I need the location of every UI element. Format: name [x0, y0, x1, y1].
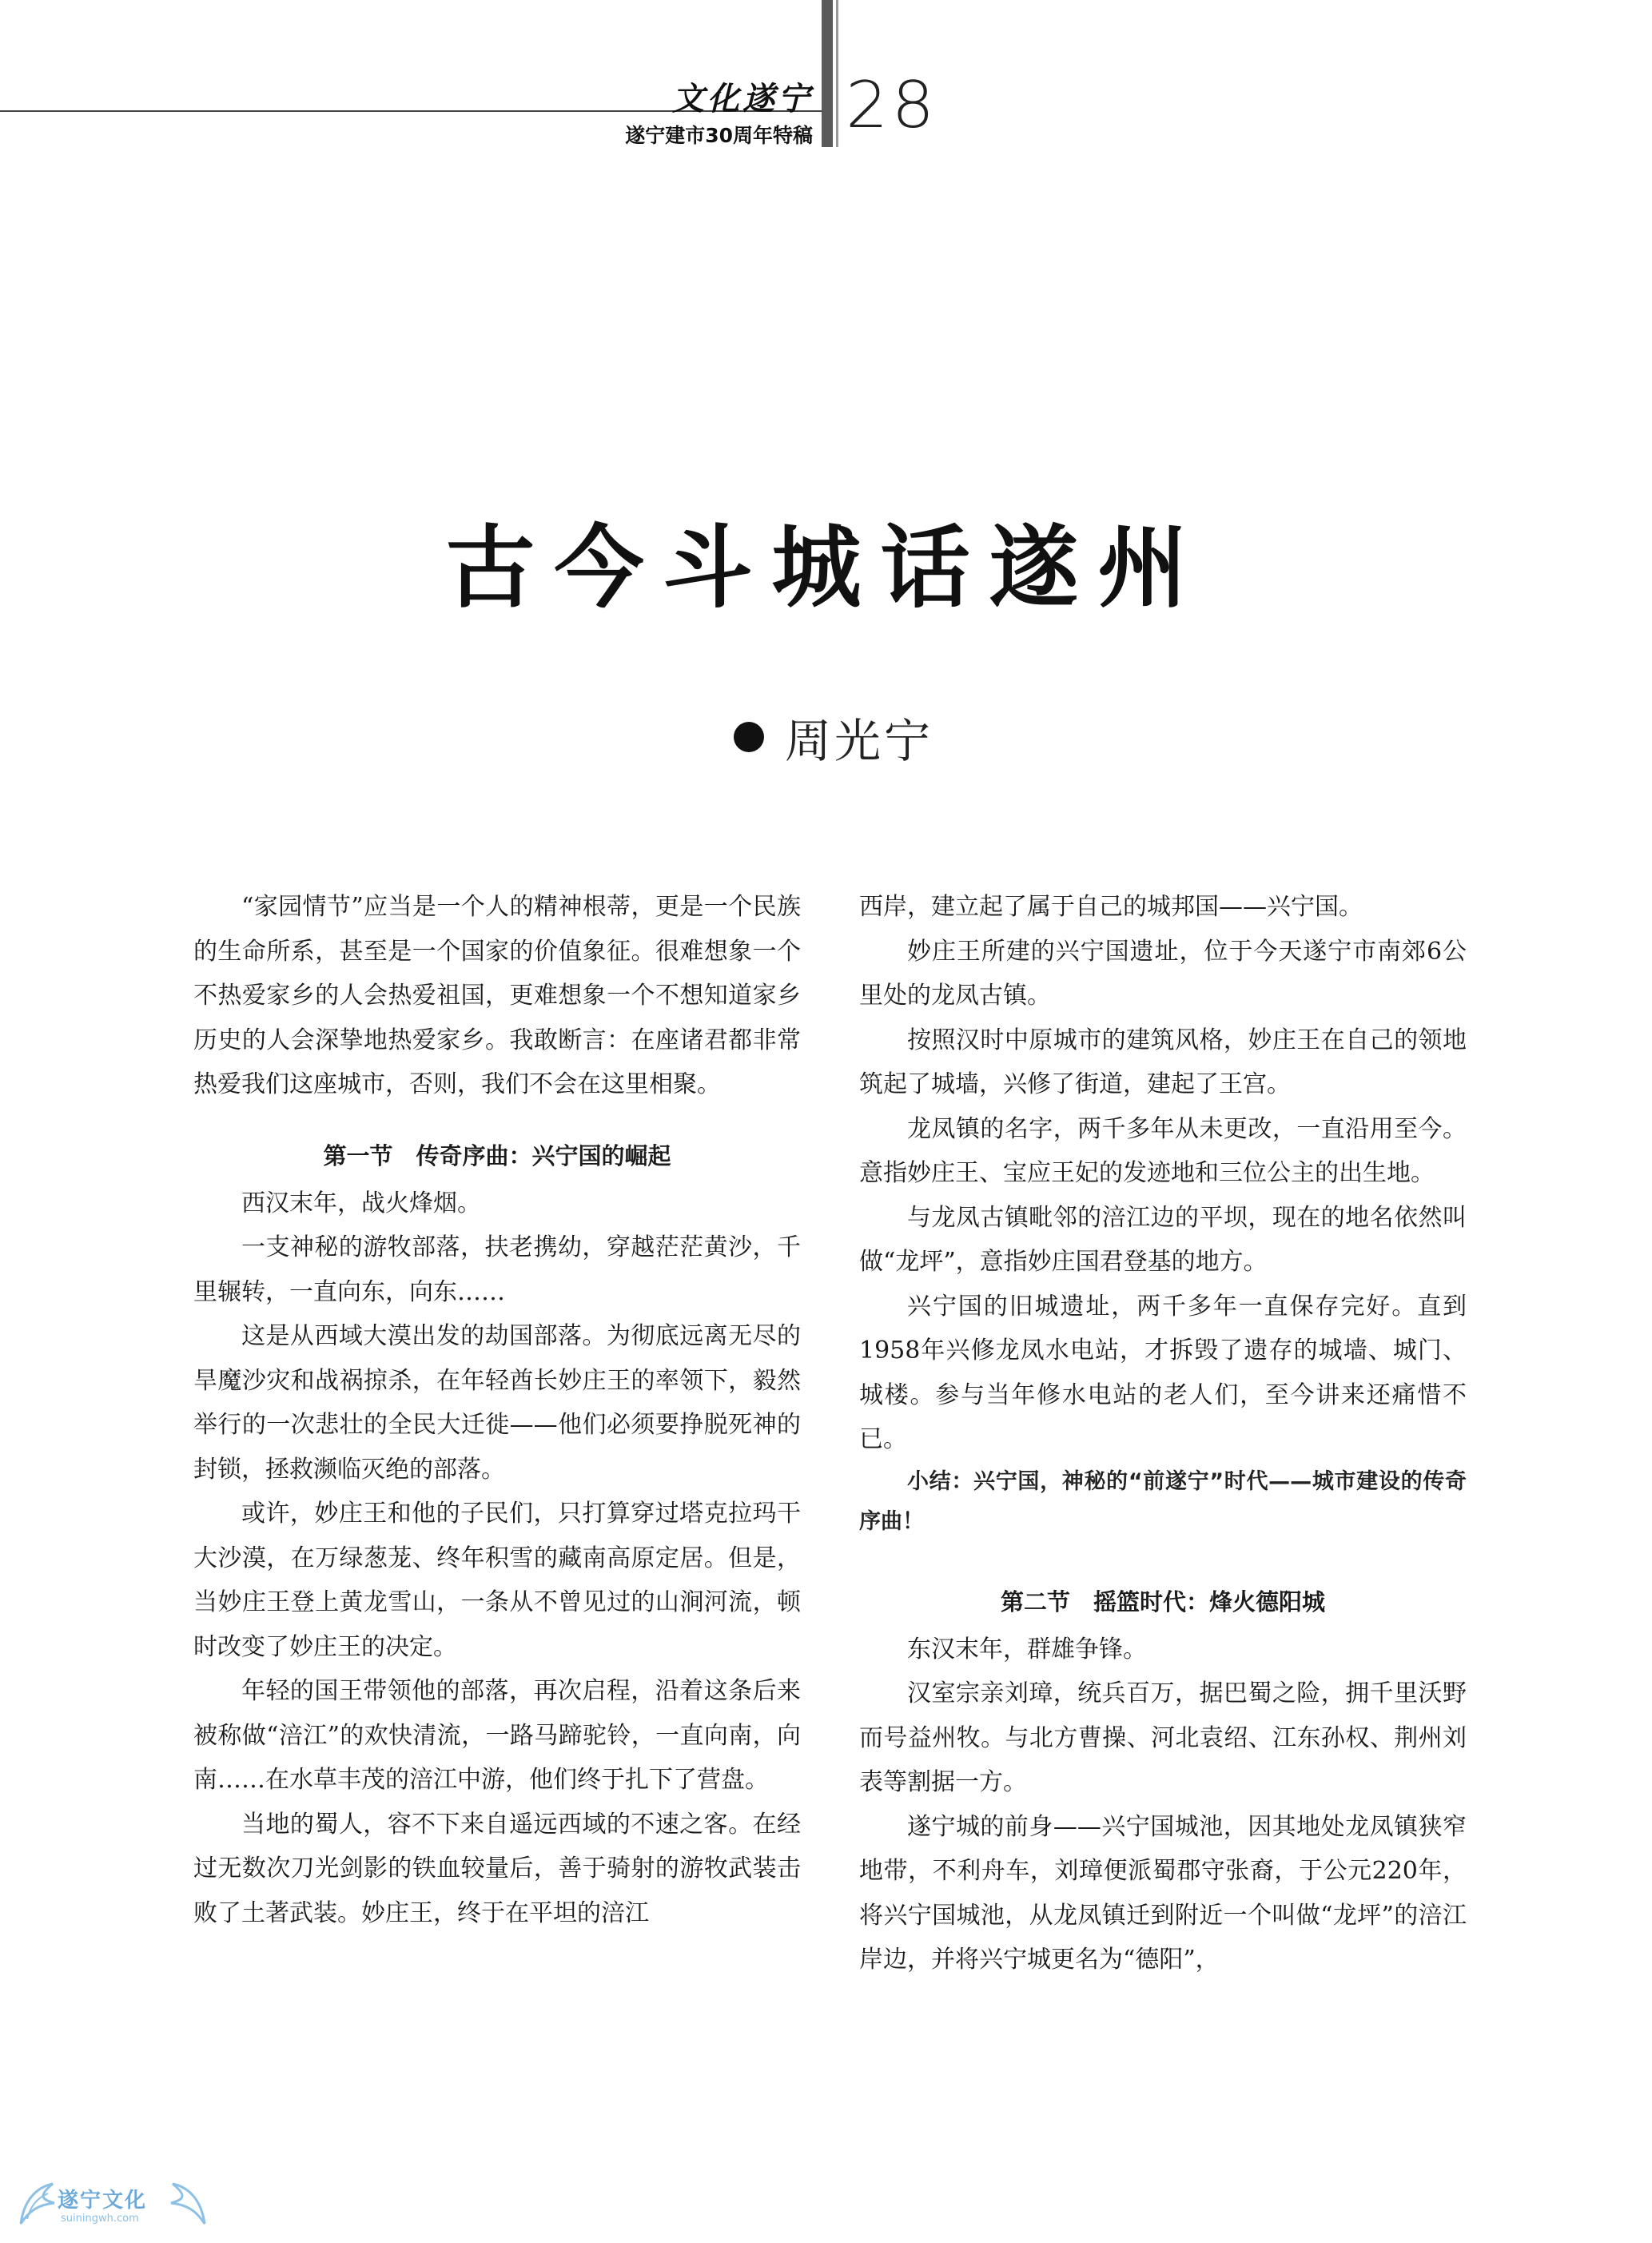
paragraph: 按照汉时中原城市的建筑风格，妙庄王在自己的领地筑起了城墙，兴修了街道，建起了王宫。 [859, 1026, 1467, 1098]
header-vertical-bar [822, 0, 833, 147]
paragraph: 一支神秘的游牧部落，扶老携幼，穿越茫茫黄沙，千里辗转，一直向东，向东…… [193, 1233, 801, 1306]
paragraph: 龙凤镇的名字，两千多年从未更改，一直沿用至今。意指妙庄王、宝应王妃的发迹地和三位公主的出生地。 [859, 1114, 1467, 1187]
wing-logo-icon [13, 2176, 61, 2232]
author-name: 周光宁 [785, 714, 934, 768]
paragraph: 妙庄王所建的兴宁国遗址，位于今天遂宁市南郊6公里处的龙凤古镇。 [859, 937, 1467, 1010]
watermark-name: 遂宁文化 [58, 2189, 148, 2213]
watermark [13, 2174, 213, 2235]
paragraph: 汉室宗亲刘璋，统兵百万，据巴蜀之险，拥千里沃野而号益州牧。与北方曹操、河北袁绍、江东孙权、荆州刘表等割据一方。 [859, 1679, 1467, 1796]
paragraph: 年轻的国王带领他的部落，再次启程，沿着这条后来被称做“涪江”的欢快清流，一路马蹄驼铃，一直向南，向南……在水草丰茂的涪江中游，他们终于扎下了营盘。 [193, 1677, 801, 1794]
paragraph: 西汉末年，战火烽烟。 [241, 1189, 481, 1217]
paragraph: 这是从西域大漠出发的劫国部落。为彻底远离无尽的旱魔沙灾和战祸掠杀，在年轻酋长妙庄王的率领下，毅然举行的一次悲壮的全民大迁徙——他们必须要挣脱死神的封锁，拯救濒临灭绝的部落。 [193, 1322, 801, 1484]
section-heading-1: 第一节 传奇序曲：兴宁国的崛起 [323, 1141, 671, 1169]
bullet-icon [734, 722, 764, 752]
page-number: 28 [846, 68, 938, 142]
paragraph: 遂宁城的前身——兴宁国城池，因其地处龙凤镇狭窄地带，不利舟车，刘璋便派蜀郡守张裔，于公元220年，将兴宁国城池，从龙凤镇迁到附近一个叫做“龙坪”的涪江岸边，并将兴宁城更名为“德阳”， [859, 1812, 1467, 1974]
column-left [193, 885, 801, 1935]
paragraph: 东汉末年，群雄争锋。 [907, 1635, 1147, 1663]
section-summary: 小结：兴宁国，神秘的“前遂宁”时代——城市建设的传奇序曲！ [859, 1468, 1467, 1534]
wing-logo-right-icon [165, 2176, 213, 2232]
paragraph: 或许，妙庄王和他的子民们，只打算穿过塔克拉玛干大沙漠，在万绿葱茏、终年积雪的藏南高原定居。但是，当妙庄王登上黄龙雪山，一条从不曾见过的山涧河流，顿时改变了妙庄王的决定。 [193, 1500, 801, 1661]
intro-paragraph: “家园情节”应当是一个人的精神根蒂，更是一个民族的生命所系，甚至是一个国家的价值象征。很难想象一个不热爱家乡的人会热爱祖国，更难想象一个不想知道家乡历史的人会深挚地热爱家乡。我敢断言：在座诸君都非常热爱我们这座城市，否则，我们不会在这里相聚。 [193, 893, 801, 1098]
section-heading-2: 第二节 摇篮时代：烽火德阳城 [1000, 1588, 1325, 1616]
header-vertical-bar-thin [836, 0, 838, 147]
paragraph-continued: 西岸，建立起了属于自己的城邦国——兴宁国。 [859, 893, 1363, 921]
byline [734, 703, 933, 771]
header-section-title: 文化遂宁 [672, 80, 813, 118]
paragraph: 当地的蜀人，容不下来自遥远西域的不速之客。在经过无数次刀光剑影的铁血较量后，善于骑射的游牧武装击败了土著武装。妙庄王，终于在平坦的涪江 [193, 1810, 801, 1927]
article-title: 古今斗城话遂州 [445, 516, 1207, 620]
watermark-url: suiningwh.com [61, 2213, 139, 2225]
header-subtitle: 遂宁建市30周年特稿 [625, 124, 813, 147]
paragraph: 兴宁国的旧城遗址，两千多年一直保存完好。直到1958年兴修龙凤水电站，才拆毁了遗存的城墙、城门、城楼。参与当年修水电站的老人们，至今讲来还痛惜不已。 [859, 1292, 1467, 1453]
paragraph: 与龙凤古镇毗邻的涪江边的平坝，现在的地名依然叫做“龙坪”，意指妙庄国君登基的地方。 [859, 1203, 1467, 1276]
column-right [859, 885, 1467, 1982]
